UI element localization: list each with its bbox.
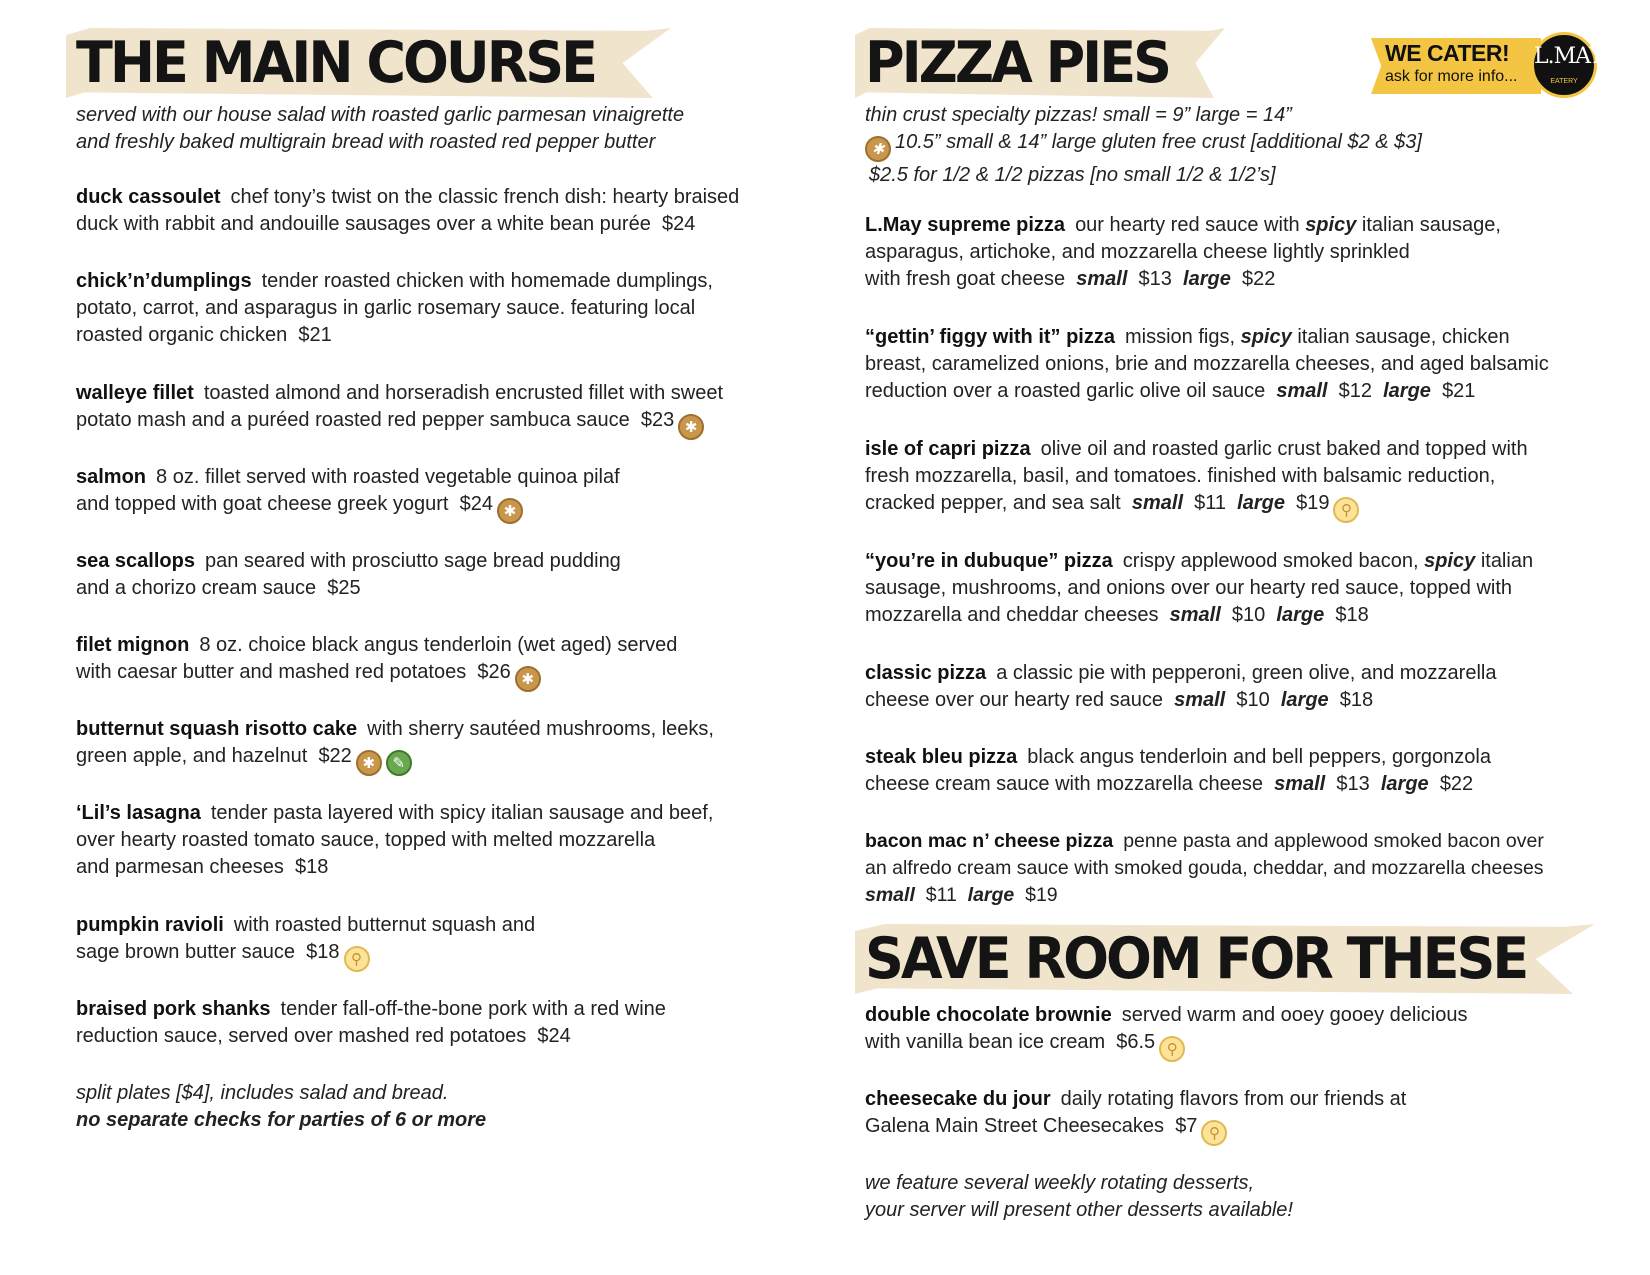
- item-desc: penne pasta and applewood smoked bacon over: [1123, 830, 1544, 852]
- intro-line: served with our house salad with roasted garlic parmesan vinaigrette: [76, 104, 685, 126]
- utensils-icon: ⚲: [1159, 1036, 1185, 1062]
- item-name: “you’re in dubuque” pizza: [865, 550, 1113, 572]
- item-name: steak bleu pizza: [865, 746, 1018, 768]
- item-desc: potato, carrot, and asparagus in garlic rosemary sauce. featuring local: [76, 297, 696, 319]
- spicy-label: spicy: [1240, 326, 1292, 348]
- item-desc: olive oil and roasted garlic crust baked and topped with: [1040, 438, 1528, 460]
- intro-line: $2.5 for 1/2 & 1/2 pizzas [no small 1/2 & 1/2’s]: [869, 164, 1276, 186]
- item-name: filet mignon: [76, 634, 190, 656]
- desserts-banner: [855, 924, 1595, 994]
- item-desc: sage brown butter sauce: [76, 941, 296, 963]
- item-price: $6.5: [1116, 1031, 1156, 1053]
- logo-sub-text: EATERY: [1550, 78, 1578, 85]
- item-name: walleye fillet: [76, 382, 194, 404]
- item-name: isle of capri pizza: [865, 438, 1031, 460]
- item-desc: roasted organic chicken: [76, 324, 288, 346]
- separate-checks-note: no separate checks for parties of 6 or more: [76, 1109, 487, 1131]
- pizza-banner: [855, 28, 1225, 98]
- small-price: $13: [1138, 268, 1172, 290]
- wheat-icon: ✱: [515, 666, 541, 692]
- item-desc: 8 oz. fillet served with roasted vegetable quinoa pilaf: [156, 466, 620, 488]
- large-label: large: [1280, 689, 1329, 711]
- large-price: $22: [1241, 268, 1276, 290]
- large-label: large: [1183, 268, 1231, 290]
- item-desc: with vanilla bean ice cream: [865, 1031, 1106, 1053]
- small-label: small: [1131, 492, 1184, 514]
- menu-item-duck-cassoulet: [76, 184, 739, 238]
- pizza-intro: [865, 102, 1422, 189]
- item-desc: cheese over our hearty red sauce: [865, 689, 1163, 711]
- item-name: double chocolate brownie: [865, 1004, 1112, 1026]
- desserts-notes: [865, 1170, 1293, 1224]
- small-price: $12: [1338, 380, 1372, 402]
- item-desc: with roasted butternut squash and: [233, 914, 536, 936]
- menu-item-lmay-supreme-pizza: [865, 212, 1501, 293]
- item-desc: tender fall-off-the-bone pork with a red wine: [280, 998, 666, 1020]
- large-label: large: [1380, 773, 1429, 795]
- item-desc: reduction sauce, served over mashed red potatoes: [76, 1025, 527, 1047]
- item-desc: and topped with goat cheese greek yogurt: [76, 493, 449, 515]
- wheat-icon: ✱: [865, 136, 891, 162]
- item-desc: asparagus, artichoke, and mozzarella cheese lightly sprinkled: [865, 241, 1410, 263]
- menu-item-steak-bleu-pizza: [865, 744, 1491, 798]
- item-desc: cracked pepper, and sea salt: [865, 492, 1121, 514]
- item-desc: tender roasted chicken with homemade dumplings,: [261, 270, 713, 292]
- item-name: chick’n’dumplings: [76, 270, 252, 292]
- item-price: $18: [306, 941, 340, 963]
- small-price: $11: [925, 884, 957, 906]
- utensils-icon: ⚲: [344, 946, 370, 972]
- item-name: sea scallops: [76, 550, 195, 572]
- menu-item-walleye-fillet: [76, 380, 723, 440]
- we-cater-badge: [1371, 32, 1601, 100]
- item-desc: cheese cream sauce with mozzarella cheese: [865, 773, 1263, 795]
- large-price: $22: [1439, 773, 1474, 795]
- large-price: $18: [1339, 689, 1374, 711]
- desserts-title: SAVE ROOM FOR THESE: [865, 925, 1527, 992]
- item-price: $21: [298, 324, 332, 346]
- item-desc: 8 oz. choice black angus tenderloin (wet aged) served: [199, 634, 678, 656]
- main-course-banner: [66, 28, 671, 98]
- small-label: small: [865, 884, 915, 906]
- item-desc: and parmesan cheeses: [76, 856, 284, 878]
- item-desc: reduction over a roasted garlic olive oil sauce: [865, 380, 1266, 402]
- item-desc: over hearty roasted tomato sauce, topped with melted mozzarella: [76, 829, 656, 851]
- item-desc: duck with rabbit and andouille sausages over a white bean purée: [76, 213, 651, 235]
- large-label: large: [967, 884, 1015, 906]
- intro-line: and freshly baked multigrain bread with roasted red pepper butter: [76, 131, 656, 153]
- item-desc: breast, caramelized onions, brie and mozzarella cheeses, and aged balsamic: [865, 353, 1549, 375]
- main-course-intro: [76, 102, 684, 156]
- dessert-note: your server will present other desserts available!: [865, 1199, 1293, 1221]
- menu-item-double-chocolate-brownie: [865, 1002, 1467, 1062]
- item-price: $7: [1175, 1115, 1198, 1137]
- small-price: $10: [1236, 689, 1270, 711]
- item-name: salmon: [76, 466, 147, 488]
- item-desc: potato mash and a puréed roasted red pepper sambuca sauce: [76, 409, 630, 431]
- menu-item-pumpkin-ravioli: [76, 912, 535, 972]
- item-desc: and a chorizo cream sauce: [76, 577, 317, 599]
- item-desc: an alfredo cream sauce with smoked gouda, cheddar, and mozzarella cheeses: [865, 857, 1544, 879]
- item-desc: italian sausage, chicken: [1297, 326, 1510, 348]
- small-price: $11: [1194, 492, 1227, 514]
- small-label: small: [1169, 604, 1221, 626]
- small-price: $10: [1231, 604, 1266, 626]
- item-desc: pan seared with prosciutto sage bread pudding: [204, 550, 621, 572]
- item-desc: tender pasta layered with spicy italian sausage and beef,: [210, 802, 714, 824]
- item-desc: mission figs,: [1125, 326, 1236, 348]
- main-course-title: THE MAIN COURSE: [76, 29, 596, 96]
- menu-item-sea-scallops: [76, 548, 621, 602]
- lmay-logo: [1531, 32, 1603, 98]
- item-desc: black angus tenderloin and bell peppers, gorgonzola: [1027, 746, 1491, 768]
- item-desc: chef tony’s twist on the classic french dish: hearty braised: [230, 186, 740, 208]
- small-label: small: [1276, 380, 1328, 402]
- item-desc: green apple, and hazelnut: [76, 745, 308, 767]
- item-price: $25: [327, 577, 361, 599]
- item-desc: with caesar butter and mashed red potatoes: [76, 661, 467, 683]
- menu-item-chick-n-dumplings: [76, 268, 713, 349]
- small-label: small: [1274, 773, 1326, 795]
- large-price: $19: [1025, 884, 1058, 906]
- item-name: butternut squash risotto cake: [76, 718, 358, 740]
- small-label: small: [1076, 268, 1128, 290]
- large-label: large: [1276, 604, 1325, 626]
- item-desc: italian: [1480, 550, 1534, 572]
- large-label: large: [1237, 492, 1285, 514]
- menu-item-butternut-squash-risotto-cake: [76, 716, 714, 776]
- menu-item-classic-pizza: [865, 660, 1496, 714]
- small-label: small: [1174, 689, 1226, 711]
- item-name: braised pork shanks: [76, 998, 271, 1020]
- menu-item-bacon-mac-n-cheese-pizza: [865, 828, 1544, 909]
- menu-item-gettin-figgy-pizza: [865, 324, 1549, 405]
- item-desc: sausage, mushrooms, and onions over our hearty red sauce, topped with: [865, 577, 1513, 599]
- item-name: ‘Lil’s lasagna: [76, 802, 201, 824]
- menu-item-braised-pork-shanks: [76, 996, 666, 1050]
- item-price: $26: [477, 661, 511, 683]
- item-name: duck cassoulet: [76, 186, 221, 208]
- dessert-note: we feature several weekly rotating desserts,: [865, 1172, 1255, 1194]
- item-desc: with fresh goat cheese: [865, 268, 1066, 290]
- main-course-notes: [76, 1080, 486, 1134]
- item-name: “gettin’ figgy with it” pizza: [865, 326, 1115, 348]
- item-price: $18: [295, 856, 329, 878]
- pizza-title: PIZZA PIES: [865, 29, 1170, 96]
- item-name: pumpkin ravioli: [76, 914, 224, 936]
- item-desc: with sherry sautéed mushrooms, leeks,: [367, 718, 714, 740]
- large-price: $19: [1296, 492, 1330, 514]
- menu-item-lils-lasagna: [76, 800, 713, 881]
- wheat-icon: ✱: [678, 414, 704, 440]
- spicy-label: spicy: [1305, 214, 1357, 236]
- item-desc: served warm and ooey gooey delicious: [1121, 1004, 1468, 1026]
- wheat-icon: ✱: [356, 750, 382, 776]
- large-price: $18: [1335, 604, 1369, 626]
- item-name: L.May supreme pizza: [865, 214, 1066, 236]
- logo-main-text: L.MAY: [1534, 44, 1603, 69]
- item-price: $24: [459, 493, 493, 515]
- item-desc: daily rotating flavors from our friends at: [1060, 1088, 1407, 1110]
- utensils-icon: ⚲: [1201, 1120, 1227, 1146]
- item-price: $24: [537, 1025, 571, 1047]
- item-desc: italian sausage,: [1361, 214, 1501, 236]
- menu-item-filet-mignon: [76, 632, 677, 692]
- item-name: classic pizza: [865, 662, 987, 684]
- intro-line: thin crust specialty pizzas! small = 9” large = 14”: [865, 104, 1292, 126]
- item-desc: mozzarella and cheddar cheeses: [865, 604, 1159, 626]
- menu-item-youre-in-dubuque-pizza: [865, 548, 1533, 629]
- item-price: $22: [318, 745, 352, 767]
- item-name: bacon mac n’ cheese pizza: [865, 830, 1114, 852]
- cater-subline: ask for more info...: [1385, 68, 1518, 85]
- carrot-icon: ✎: [386, 750, 412, 776]
- spicy-label: spicy: [1424, 550, 1476, 572]
- split-plates-note: split plates [$4], includes salad and bread.: [76, 1082, 449, 1104]
- item-desc: Galena Main Street Cheesecakes: [865, 1115, 1165, 1137]
- item-name: cheesecake du jour: [865, 1088, 1051, 1110]
- item-desc: our hearty red sauce with: [1075, 214, 1300, 236]
- item-desc: a classic pie with pepperoni, green olive, and mozzarella: [996, 662, 1497, 684]
- utensils-icon: ⚲: [1333, 497, 1359, 523]
- wheat-icon: ✱: [497, 498, 523, 524]
- small-price: $13: [1336, 773, 1370, 795]
- item-price: $23: [640, 409, 675, 431]
- item-desc: fresh mozzarella, basil, and tomatoes. finished with balsamic reduction,: [865, 465, 1496, 487]
- item-desc: crispy applewood smoked bacon,: [1122, 550, 1419, 572]
- large-label: large: [1383, 380, 1431, 402]
- item-desc: toasted almond and horseradish encrusted fillet with sweet: [203, 382, 724, 404]
- menu-item-cheesecake-du-jour: [865, 1086, 1406, 1146]
- cater-headline: WE CATER!: [1385, 40, 1510, 66]
- item-price: $24: [661, 213, 696, 235]
- menu-item-isle-of-capri-pizza: [865, 436, 1528, 523]
- menu-item-salmon: [76, 464, 620, 524]
- intro-line: 10.5” small & 14” large gluten free crust [additional $2 & $3]: [895, 131, 1422, 153]
- large-price: $21: [1442, 380, 1476, 402]
